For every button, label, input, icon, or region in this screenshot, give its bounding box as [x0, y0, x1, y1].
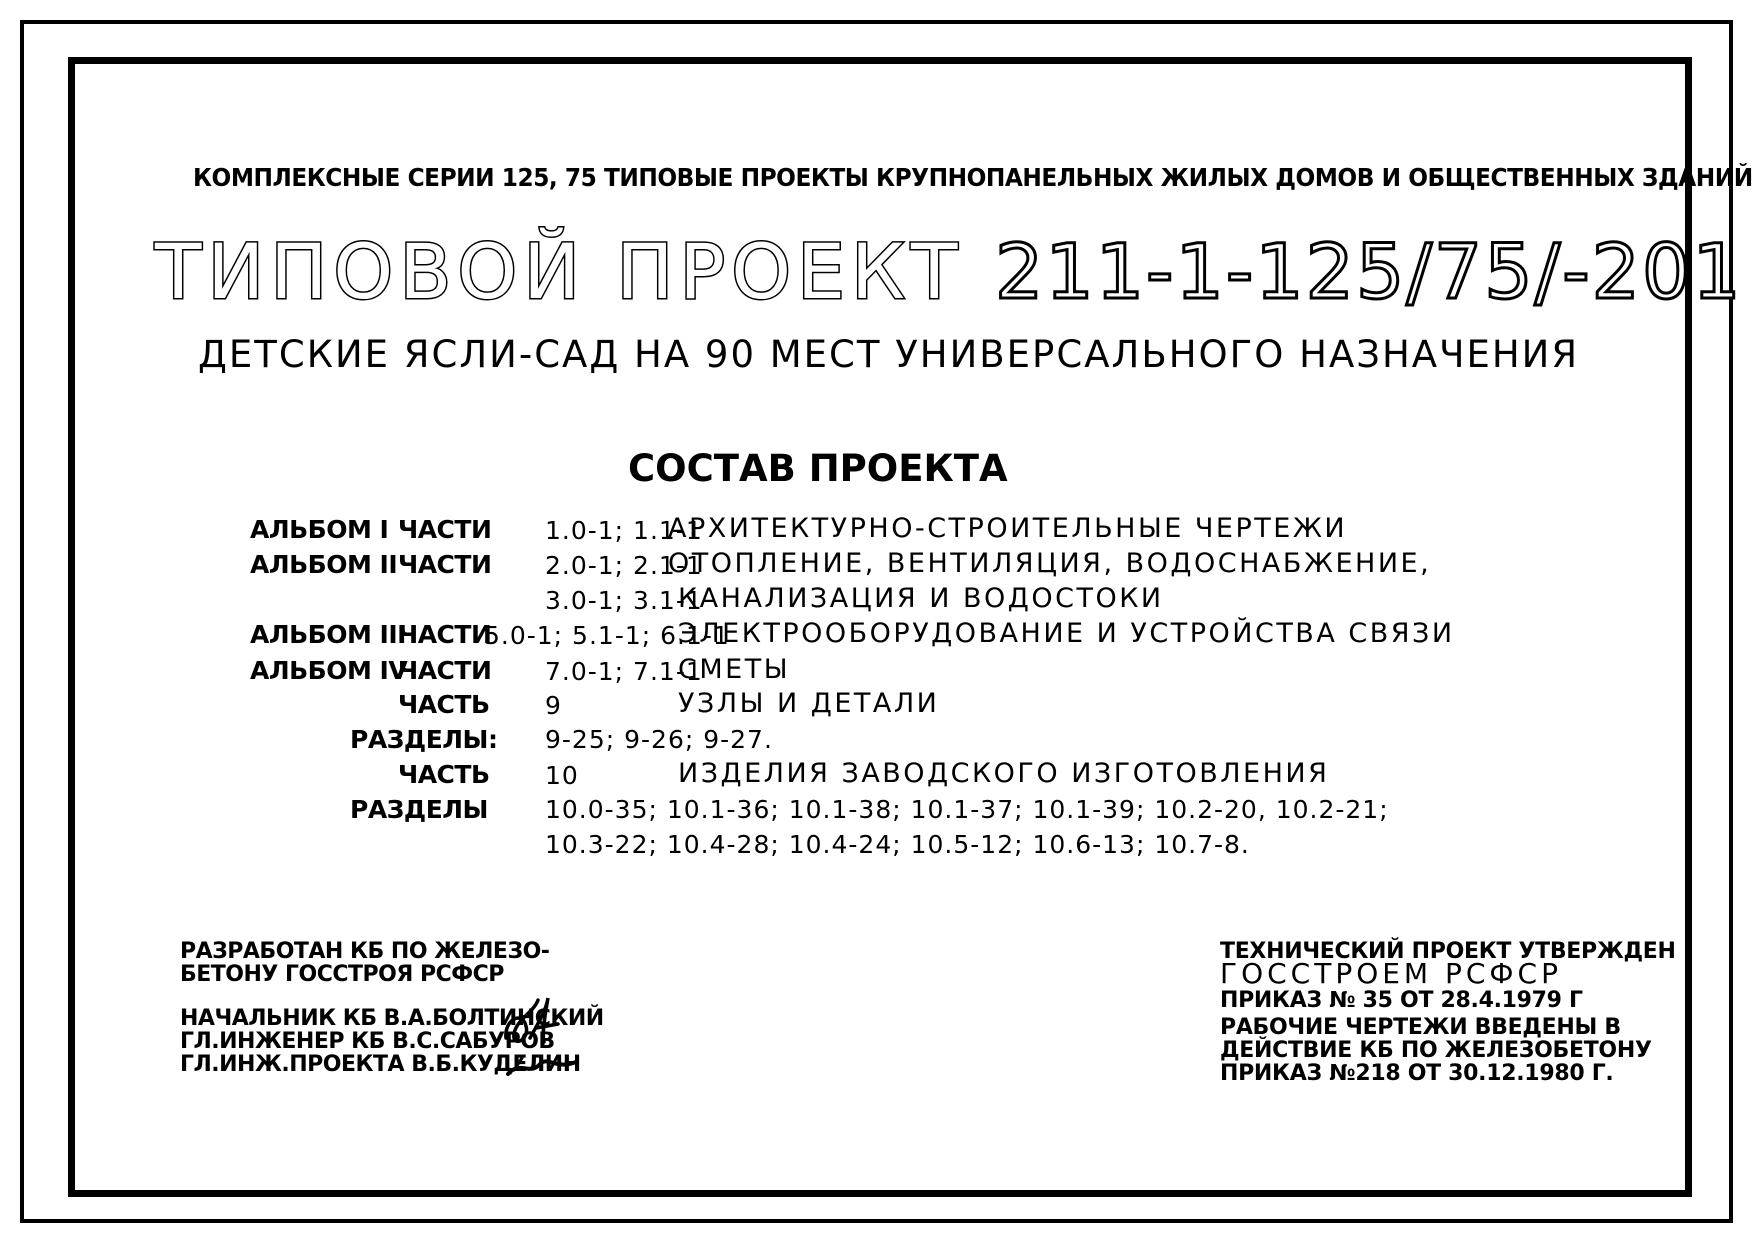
part-label: ЧАСТЬ — [398, 760, 490, 789]
approval-line: ДЕЙСТВИЕ КБ ПО ЖЕЛЕЗОБЕТОНУ — [1220, 1038, 1652, 1063]
sections-label: РАЗДЕЛЫ: — [350, 725, 498, 754]
staff-line: НАЧАЛЬНИК КБ В.А.БОЛТИНСКИЙ — [180, 1006, 604, 1031]
staff-line: ГЛ.ИНЖ.ПРОЕКТА В.Б.КУДЕЛИН — [180, 1052, 581, 1077]
part-numbers: 7.0-1; 7.1-1 — [545, 657, 703, 686]
approval-order: ПРИКАЗ №218 ОТ 30.12.1980 Г. — [1220, 1061, 1614, 1086]
part-label: ЧАСТИ — [398, 550, 492, 579]
part-numbers: 3.0-1; 3.1-1 — [545, 586, 703, 615]
album-label: АЛЬБОМ III — [250, 620, 406, 649]
part-label: ЧАСТИ — [398, 620, 492, 649]
part-numbers: 9 — [545, 691, 562, 720]
part-label: ЧАСТЬ — [398, 690, 490, 719]
approval-line: ТЕХНИЧЕСКИЙ ПРОЕКТ УТВЕРЖДЕН — [1220, 939, 1676, 964]
album-label: АЛЬБОМ IV — [250, 656, 408, 685]
title-code: 211-1-125/75/-201 — [995, 227, 1743, 316]
sections-label: РАЗДЕЛЫ — [350, 795, 488, 824]
section-numbers: 10.0-35; 10.1-36; 10.1-38; 10.1-37; 10.1-39; 10.2-20, 10.2-21; — [545, 795, 1389, 824]
part-description: АРХИТЕКТУРНО-СТРОИТЕЛЬНЫЕ ЧЕРТЕЖИ — [668, 513, 1348, 544]
signature — [500, 990, 580, 1085]
part-description: ОТОПЛЕНИЕ, ВЕНТИЛЯЦИЯ, ВОДОСНАБЖЕНИЕ, — [668, 548, 1432, 579]
series-line: КОМПЛЕКСНЫЕ СЕРИИ 125, 75 ТИПОВЫЕ ПРОЕКТЫ КРУПНОПАНЕЛЬНЫХ ЖИЛЫХ ДОМОВ И ОБЩЕСТВЕННЫХ ЗДАНИЙ — [193, 163, 1753, 192]
title-word: ТИПОВОЙ ПРОЕКТ — [155, 227, 964, 316]
part-numbers: 1.0-1; 1.1-1 — [545, 516, 703, 545]
part-description: КАНАЛИЗАЦИЯ И ВОДОСТОКИ — [678, 583, 1164, 614]
part-numbers: 10 — [545, 761, 579, 790]
section-numbers: 10.3-22; 10.4-28; 10.4-24; 10.5-12; 10.6-13; 10.7-8. — [545, 830, 1250, 859]
part-numbers: 5.0-1; 5.1-1; 6.1-1 — [484, 621, 730, 650]
subtitle: ДЕТСКИЕ ЯСЛИ-САД НА 90 МЕСТ УНИВЕРСАЛЬНОГО НАЗНАЧЕНИЯ — [198, 333, 1580, 376]
part-description: СМЕТЫ — [678, 654, 791, 685]
section-numbers: 9-25; 9-26; 9-27. — [545, 725, 773, 754]
approval-authority: ГОССТРОЕМ РСФСР — [1220, 957, 1562, 990]
part-label: ЧАСТИ — [398, 515, 492, 544]
approval-order: ПРИКАЗ № 35 ОТ 28.4.1979 Г — [1220, 988, 1583, 1013]
part-description: ИЗДЕЛИЯ ЗАВОДСКОГО ИЗГОТОВЛЕНИЯ — [678, 758, 1330, 789]
part-label: ЧАСТИ — [398, 656, 492, 685]
album-label: АЛЬБОМ I — [250, 515, 389, 544]
developer-line: БЕТОНУ ГОССТРОЯ РСФСР — [180, 962, 504, 987]
part-description: УЗЛЫ И ДЕТАЛИ — [678, 688, 940, 719]
developer-line: РАЗРАБОТАН КБ ПО ЖЕЛЕЗО- — [180, 939, 550, 964]
composition-heading: СОСТАВ ПРОЕКТА — [628, 447, 1008, 490]
part-description: ЭЛЕКТРООБОРУДОВАНИЕ И УСТРОЙСТВА СВЯЗИ — [678, 618, 1455, 649]
part-numbers: 2.0-1; 2.1-1 — [545, 551, 703, 580]
approval-line: РАБОЧИЕ ЧЕРТЕЖИ ВВЕДЕНЫ В — [1220, 1015, 1621, 1040]
staff-line: ГЛ.ИНЖЕНЕР КБ В.С.САБУРОВ — [180, 1029, 555, 1054]
album-label: АЛЬБОМ II — [250, 550, 398, 579]
